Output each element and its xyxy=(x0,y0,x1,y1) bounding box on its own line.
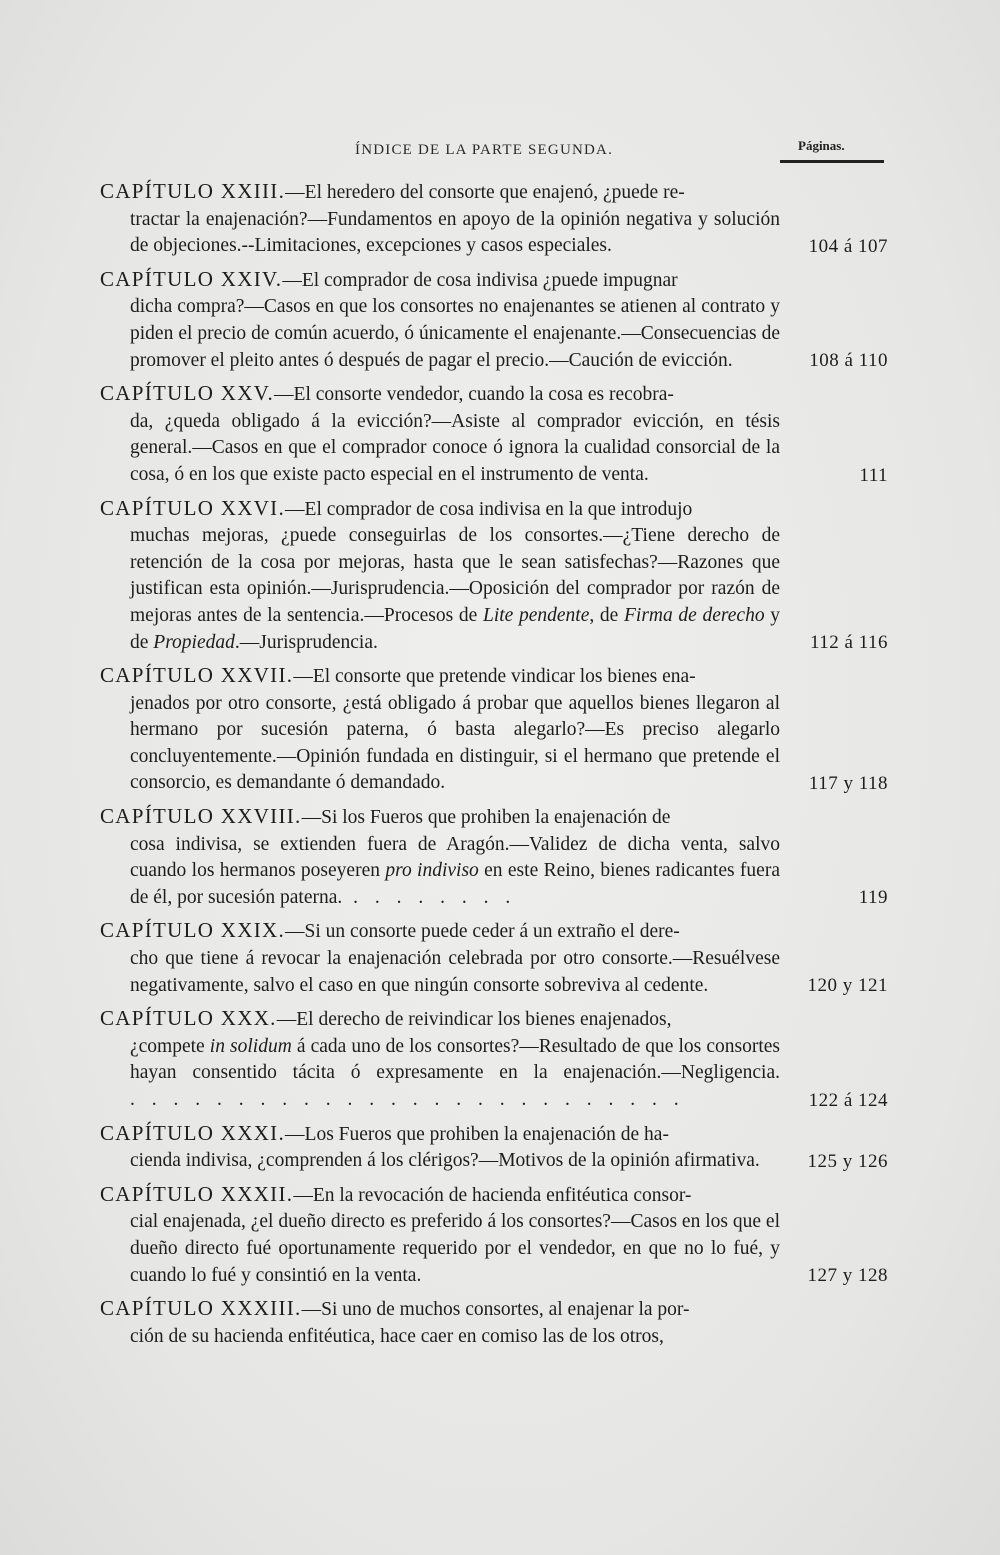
header-rule xyxy=(780,160,884,163)
page-range: 122 á 124 xyxy=(808,1089,888,1111)
chapter-heading: CAPÍTULO XXIII. xyxy=(100,179,286,203)
summary-fragment: ¿compete xyxy=(130,1035,210,1057)
toc-entry xyxy=(100,1120,890,1175)
chapter-summary: cial enajenada, ¿el dueño directo es preferido á los consortes?—Casos en los que el dueño directo fué oportunamente requerido por el vendedor, en que no lo fué, y cuando lo fué y consintió en la venta. xyxy=(130,1211,780,1286)
chapter-summary xyxy=(100,832,780,912)
chapter-summary xyxy=(100,1034,780,1114)
toc-entry-text xyxy=(100,380,780,488)
chapter-heading: CAPÍTULO XXIV. xyxy=(100,266,283,291)
summary-fragment: , de xyxy=(589,604,624,626)
page-range: 111 xyxy=(859,464,888,486)
summary-fragment: y de xyxy=(130,604,780,653)
page-range: 117 y 118 xyxy=(808,773,888,795)
toc-entry xyxy=(100,380,890,488)
chapter-summary-first-line: —Los Fueros que prohiben la enajenación de ha- xyxy=(285,1123,669,1145)
summary-fragment: cosa indivisa, se extienden fuera de Aragón.—Validez de dicha venta, salvo cuando los hermanos poseyeren xyxy=(130,833,780,882)
toc-entry xyxy=(100,178,890,260)
page-range: 104 á 107 xyxy=(808,235,888,257)
page-range: 127 y 128 xyxy=(807,1265,888,1287)
toc-entry-text xyxy=(100,1295,780,1350)
page-range: 112 á 116 xyxy=(809,632,888,654)
toc-entry-text xyxy=(100,803,780,911)
page-header xyxy=(100,138,885,168)
table-of-contents xyxy=(100,178,890,1356)
chapter-heading: CAPÍTULO XXIX. xyxy=(100,918,286,943)
toc-entry-text xyxy=(100,917,780,999)
toc-entry xyxy=(100,1295,890,1350)
chapter-summary-first-line: —El consorte vendedor, cuando la cosa es recobra- xyxy=(274,384,674,406)
summary-fragment: á cada uno de los consortes?—Resultado de que los consortes hayan consentido tácita ó expresamente en la enajenación.—Negligencia. xyxy=(130,1035,780,1084)
toc-entry xyxy=(100,917,890,999)
chapter-summary-first-line: —El consorte que pretende vindicar los bienes ena- xyxy=(293,666,696,688)
chapter-heading: CAPÍTULO XXV. xyxy=(100,381,275,406)
page-range: 108 á 110 xyxy=(809,350,888,372)
chapter-summary: jenados por otro consorte, ¿está obligado á probar que aquellos bienes llegaron al hermano por sucesión paterna, ó basta alegarlo?—Es preciso alegarlo concluyentemente.—Opinión fundada en distinguir, si el hermano que pretende el consorcio, es demandante ó demandado. xyxy=(130,692,780,794)
chapter-summary-first-line: —Si un consorte puede ceder á un extraño el dere- xyxy=(285,921,680,943)
toc-entry-text xyxy=(100,266,780,374)
chapter-summary-first-line: —El derecho de reivindicar los bienes enajenados, xyxy=(276,1009,672,1031)
chapter-heading: CAPÍTULO XXVI. xyxy=(100,495,286,520)
italic-term: Propiedad xyxy=(153,631,235,653)
summary-fragment: .—Jurisprudencia. xyxy=(234,631,378,653)
chapter-heading: CAPÍTULO XXX. xyxy=(100,1006,277,1031)
toc-entry-text xyxy=(100,1005,780,1113)
toc-entry xyxy=(100,803,890,911)
chapter-summary: da, ¿queda obligado á la evicción?—Asiste al comprador evicción, en tésis general.—Casos en que el comprador conoce ó ignora la cualidad consorcial de la cosa, ó en los que existe pacto especial en el instrumento de venta. xyxy=(130,410,780,485)
chapter-summary-first-line: —El comprador de cosa indivisa ¿puede impugnar xyxy=(282,269,678,291)
chapter-heading: CAPÍTULO XXXIII. xyxy=(100,1296,302,1321)
italic-term: Firma de derecho xyxy=(623,604,765,626)
toc-entry-text xyxy=(100,1181,780,1289)
summary-fragment: en este Reino, bienes radicantes fuera de él, por sucesión paterna. xyxy=(130,860,780,908)
chapter-summary: tractar la enajenación?—Fundamentos en apoyo de la opinión negativa y solución de objeciones.--Limitaciones, excepciones y casos especiales. xyxy=(130,208,780,257)
chapter-heading: CAPÍTULO XXVII. xyxy=(100,663,294,688)
chapter-summary-first-line: —Si los Fueros que prohiben la enajenación de xyxy=(301,807,671,829)
toc-entry xyxy=(100,1181,890,1289)
dot-leader: . . . . . . . . xyxy=(342,886,517,908)
toc-entry xyxy=(100,266,890,374)
toc-entry xyxy=(100,662,890,797)
running-title: ÍNDICE DE LA PARTE SEGUNDA. xyxy=(355,142,614,158)
pages-column-label: Páginas. xyxy=(798,138,845,153)
italic-term: Lite pendente xyxy=(482,604,590,626)
chapter-summary xyxy=(100,523,780,656)
chapter-summary-first-line: —El heredero del consorte que enajenó, ¿puede re- xyxy=(285,182,685,203)
page-range: 120 y 121 xyxy=(807,975,888,997)
summary-fragment: muchas mejoras, ¿puede conseguirlas de los consortes.—¿Tiene derecho de retención de la cosa por mejoras, hasta que le sean satisfechas?—Razones que justifican esta opinión.—Jurisprudencia.—Oposición del comprador por razón de mejoras antes de la sentencia.—Procesos de xyxy=(130,525,780,626)
italic-term: in solidum xyxy=(209,1035,292,1057)
chapter-summary: ción de su hacienda enfitéutica, hace caer en comiso las de los otros, xyxy=(130,1325,664,1347)
toc-entry xyxy=(100,1005,890,1113)
chapter-summary-first-line: —En la revocación de hacienda enfitéutica consor- xyxy=(293,1184,692,1206)
page-range: 125 y 126 xyxy=(807,1150,888,1172)
toc-entry-text xyxy=(100,178,780,260)
page-range: 119 xyxy=(858,887,888,909)
italic-term: pro indiviso xyxy=(385,860,479,882)
chapter-heading: CAPÍTULO XXXI. xyxy=(100,1120,286,1145)
chapter-summary: cienda indivisa, ¿comprenden á los clérigos?—Motivos de la opinión afirmativa. xyxy=(130,1150,760,1172)
chapter-heading: CAPÍTULO XXVIII. xyxy=(100,804,302,829)
chapter-summary-first-line: —Si uno de muchos consortes, al enajenar la por- xyxy=(301,1299,690,1321)
dot-leader: . . . . . . . . . . . . . . . . . . . . . . . . . . xyxy=(130,1089,685,1110)
chapter-summary-first-line: —El comprador de cosa indivisa en la que introdujo xyxy=(285,498,693,520)
toc-entry-text xyxy=(100,1120,780,1175)
toc-entry xyxy=(100,495,890,657)
chapter-heading: CAPÍTULO XXXII. xyxy=(100,1181,294,1206)
toc-entry-text xyxy=(100,662,780,797)
toc-entry-text xyxy=(100,495,780,657)
chapter-summary: cho que tiene á revocar la enajenación celebrada por otro consorte.—Resuélvese negativamente, salvo el caso en que ningún consorte sobreviva al cedente. xyxy=(130,948,780,996)
chapter-summary: dicha compra?—Casos en que los consortes no enajenantes se atienen al contrato y piden el precio de común acuerdo, ó únicamente el enajenante.—Consecuencias de promover el pleito antes ó después de pagar el precio.—Caución de evicción. xyxy=(130,296,780,371)
